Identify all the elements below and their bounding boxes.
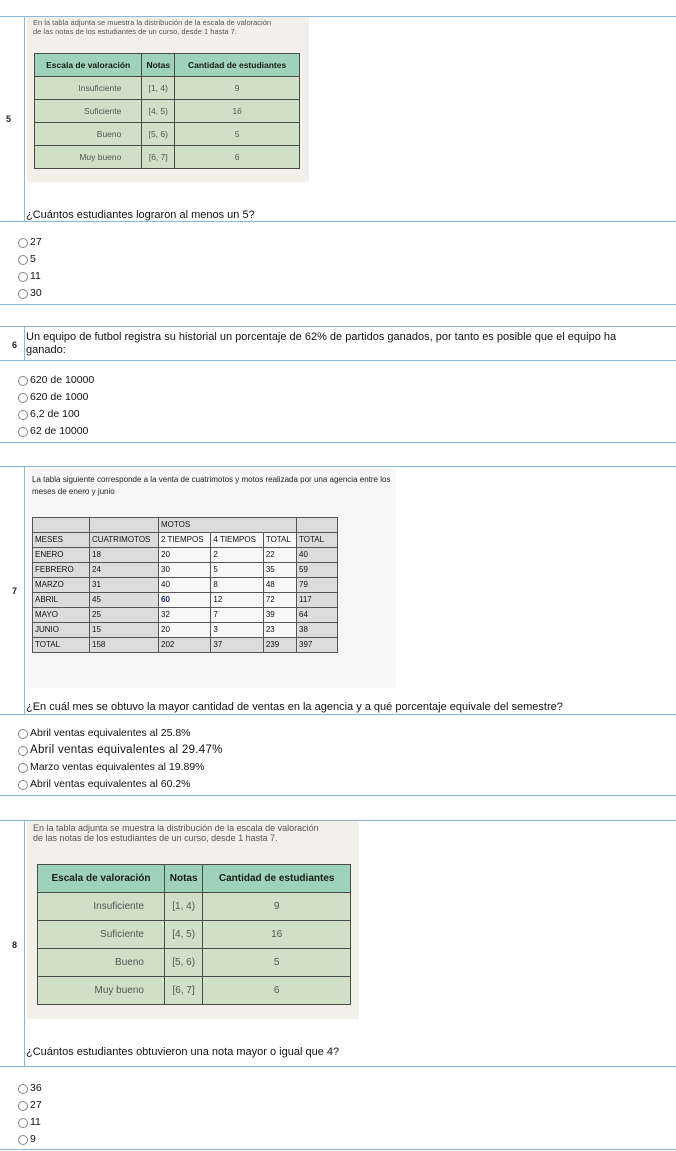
table-cell: MARZO xyxy=(33,578,90,593)
question-text: ¿Cuántos estudiantes obtuvieron una nota mayor o igual que 4? xyxy=(26,1046,340,1058)
option-label: 9 xyxy=(30,1133,36,1145)
answer-option[interactable] xyxy=(18,725,223,742)
answer-option[interactable] xyxy=(18,268,42,285)
radio-icon[interactable] xyxy=(18,1101,28,1111)
answer-option[interactable] xyxy=(18,423,94,440)
table-cell: [5, 6) xyxy=(164,949,202,977)
table-cell: 59 xyxy=(297,563,338,578)
table-cell: ENERO xyxy=(33,548,90,563)
question-line: Un equipo de futbol registra su historial un porcentaje de 62% de partidos ganados, por tanto es posible que el equipo ha xyxy=(26,331,617,343)
table-cell: [1, 4) xyxy=(142,77,175,100)
radio-icon[interactable] xyxy=(18,1135,28,1145)
table-cell: 40 xyxy=(297,548,338,563)
table-cell: 5 xyxy=(203,949,351,977)
table-row xyxy=(38,977,351,1005)
radio-icon[interactable] xyxy=(18,729,28,739)
table-cell: Insuficiente xyxy=(38,893,165,921)
table-cell: [1, 4) xyxy=(164,893,202,921)
table-cell: 5 xyxy=(175,123,300,146)
table-row xyxy=(33,608,338,623)
table-group-header: MOTOS xyxy=(159,518,297,533)
answer-option[interactable] xyxy=(18,372,94,389)
table-cell: 35 xyxy=(263,563,296,578)
table-header: Notas xyxy=(164,865,202,893)
table-cell: 2 xyxy=(211,548,263,563)
answer-option[interactable] xyxy=(18,1080,42,1097)
table-cell: 72 xyxy=(263,593,296,608)
table-cell: Muy bueno xyxy=(35,146,142,169)
table-header: TOTAL xyxy=(297,533,338,548)
table-cell: 8 xyxy=(211,578,263,593)
question-number: 8 xyxy=(12,940,18,950)
image-caption-line: de las notas de los estudiantes de un curso, desde 1 hasta 7. xyxy=(33,833,278,844)
table-cell: 9 xyxy=(175,77,300,100)
option-label: 620 de 10000 xyxy=(30,374,95,386)
table-header: Escala de valoración xyxy=(35,54,142,77)
table-header: Cantidad de estudiantes xyxy=(203,865,351,893)
option-label: 11 xyxy=(30,1116,41,1128)
radio-icon[interactable] xyxy=(18,1084,28,1094)
answer-options xyxy=(18,1080,42,1148)
table-cell: 31 xyxy=(90,578,159,593)
question-text: ¿En cuál mes se obtuvo la mayor cantidad de ventas en la agencia y a qué porcentaje equivale del semestre? xyxy=(26,701,563,713)
table-row xyxy=(35,123,300,146)
table-cell: 7 xyxy=(211,608,263,623)
question-number: 6 xyxy=(12,340,18,350)
option-label: Abril ventas equivalentes al 29.47% xyxy=(30,744,223,756)
table-row xyxy=(33,578,338,593)
table-cell: 48 xyxy=(263,578,296,593)
table-cell: 16 xyxy=(203,921,351,949)
image-caption-line: de las notas de los estudiantes de un curso, desde 1 hasta 7. xyxy=(33,26,237,36)
table-cell: 37 xyxy=(211,638,263,653)
sales-table xyxy=(32,517,338,653)
image-caption-line: meses de enero y junio xyxy=(32,487,115,496)
table-row xyxy=(38,949,351,977)
radio-icon[interactable] xyxy=(18,255,28,265)
table-cell: Suficiente xyxy=(35,100,142,123)
answer-option[interactable] xyxy=(18,389,94,406)
table-cell: 158 xyxy=(90,638,159,653)
option-label: 620 de 1000 xyxy=(30,391,89,403)
table-header: Cantidad de estudiantes xyxy=(175,54,300,77)
table-cell: 24 xyxy=(90,563,159,578)
option-label: 11 xyxy=(30,270,41,282)
table-cell: [4, 5) xyxy=(164,921,202,949)
answer-option[interactable] xyxy=(18,1131,42,1148)
table-cell: ABRIL xyxy=(33,593,90,608)
table-cell: 202 xyxy=(159,638,211,653)
table-row xyxy=(33,623,338,638)
grading-table-image xyxy=(27,821,359,1019)
table-row xyxy=(38,921,351,949)
table-cell: 23 xyxy=(263,623,296,638)
answer-options xyxy=(18,372,94,440)
table-cell: 6 xyxy=(175,146,300,169)
answer-option[interactable] xyxy=(18,406,94,423)
option-label: 27 xyxy=(30,236,42,248)
table-cell: Insuficiente xyxy=(35,77,142,100)
option-label: 36 xyxy=(30,1082,42,1094)
option-label: 6,2 de 100 xyxy=(30,408,80,420)
table-cell: Bueno xyxy=(38,949,165,977)
table-cell: 79 xyxy=(297,578,338,593)
table-header: TOTAL xyxy=(263,533,296,548)
table-cell: Bueno xyxy=(35,123,142,146)
table-row xyxy=(35,100,300,123)
table-row xyxy=(33,593,338,608)
radio-icon[interactable] xyxy=(18,427,28,437)
radio-icon[interactable] xyxy=(18,376,28,386)
table-cell: 22 xyxy=(263,548,296,563)
table-cell: 30 xyxy=(159,563,211,578)
question-number: 5 xyxy=(6,114,12,124)
option-label: 5 xyxy=(30,253,36,265)
table-cell: 60 xyxy=(159,593,211,608)
table-cell: 64 xyxy=(297,608,338,623)
table-cell: 40 xyxy=(159,578,211,593)
table-row xyxy=(33,563,338,578)
answer-options xyxy=(18,725,223,793)
radio-icon[interactable] xyxy=(18,763,28,773)
table-cell: 3 xyxy=(211,623,263,638)
answer-option[interactable] xyxy=(18,759,223,776)
sales-table-image xyxy=(28,468,396,688)
option-label: Abril ventas equivalentes al 25.8% xyxy=(30,727,191,739)
option-label: 27 xyxy=(30,1099,42,1111)
table-cell: Suficiente xyxy=(38,921,165,949)
table-cell: FEBRERO xyxy=(33,563,90,578)
question-line: ganado: xyxy=(26,344,66,356)
table-cell: 12 xyxy=(211,593,263,608)
option-label: Marzo ventas equivalentes al 19.89% xyxy=(30,761,205,773)
table-cell: 45 xyxy=(90,593,159,608)
option-label: 62 de 10000 xyxy=(30,425,89,437)
table-cell: [5, 6) xyxy=(142,123,175,146)
table-cell: MAYO xyxy=(33,608,90,623)
table-row xyxy=(33,638,338,653)
table-cell: TOTAL xyxy=(33,638,90,653)
answer-option[interactable] xyxy=(18,234,42,251)
table-cell: 32 xyxy=(159,608,211,623)
table-cell: 239 xyxy=(263,638,296,653)
radio-icon[interactable] xyxy=(18,1118,28,1128)
radio-icon[interactable] xyxy=(18,410,28,420)
image-caption-line: En la tabla adjunta se muestra la distribución de la escala de valoración xyxy=(33,823,319,833)
table-cell: [6, 7] xyxy=(164,977,202,1005)
grading-table xyxy=(34,53,300,169)
table-cell: 16 xyxy=(175,100,300,123)
option-label: Abril ventas equivalentes al 60.2% xyxy=(30,778,191,790)
image-caption-line: En la tabla adjunta se muestra la distribución de la escala de valoración xyxy=(33,18,272,27)
table-header: MESES xyxy=(33,533,90,548)
radio-icon[interactable] xyxy=(18,238,28,248)
answer-option[interactable] xyxy=(18,742,223,759)
question-text: ¿Cuántos estudiantes lograron al menos un 5? xyxy=(26,209,255,221)
table-header: Escala de valoración xyxy=(38,865,165,893)
table-cell: JUNIO xyxy=(33,623,90,638)
question-number: 7 xyxy=(12,586,18,596)
table-cell: 397 xyxy=(297,638,338,653)
answer-option[interactable] xyxy=(18,1114,42,1131)
table-cell: [4, 5) xyxy=(142,100,175,123)
answer-option[interactable] xyxy=(18,776,223,793)
radio-icon[interactable] xyxy=(18,780,28,790)
table-cell: 39 xyxy=(263,608,296,623)
table-cell: 15 xyxy=(90,623,159,638)
table-cell: 20 xyxy=(159,623,211,638)
table-cell: [6, 7] xyxy=(142,146,175,169)
image-caption-line: La tabla siguiente corresponde a la venta de cuatrimotos y motos realizada por una agencia entre los xyxy=(32,475,391,484)
radio-icon[interactable] xyxy=(18,746,28,756)
table-cell: 38 xyxy=(297,623,338,638)
table-cell: 9 xyxy=(203,893,351,921)
table-row xyxy=(38,893,351,921)
radio-icon[interactable] xyxy=(18,272,28,282)
table-cell: 117 xyxy=(297,593,338,608)
answer-options xyxy=(18,234,42,302)
radio-icon[interactable] xyxy=(18,289,28,299)
table-row xyxy=(35,77,300,100)
grading-table xyxy=(37,864,351,1005)
table-cell: Muy bueno xyxy=(38,977,165,1005)
table-row xyxy=(33,548,338,563)
answer-option[interactable] xyxy=(18,1097,42,1114)
table-header: Notas xyxy=(142,54,175,77)
answer-option[interactable] xyxy=(18,285,42,302)
table-header: CUATRIMOTOS xyxy=(90,533,159,548)
question-text xyxy=(26,331,676,357)
table-header: 4 TIEMPOS xyxy=(211,533,263,548)
answer-option[interactable] xyxy=(18,251,42,268)
table-cell: 6 xyxy=(203,977,351,1005)
table-cell: 18 xyxy=(90,548,159,563)
radio-icon[interactable] xyxy=(18,393,28,403)
option-label: 30 xyxy=(30,287,42,299)
grading-table-image xyxy=(27,17,309,182)
table-cell: 25 xyxy=(90,608,159,623)
table-cell: 5 xyxy=(211,563,263,578)
table-cell: 20 xyxy=(159,548,211,563)
table-row xyxy=(35,146,300,169)
table-header: 2 TIEMPOS xyxy=(159,533,211,548)
